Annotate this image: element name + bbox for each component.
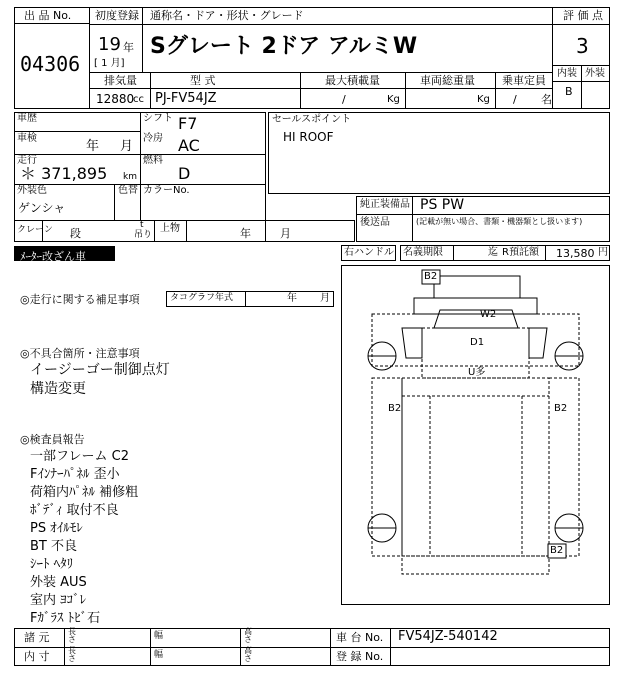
footer-div-4 [330, 628, 331, 666]
sales-points-label: セールスポイント [272, 114, 352, 125]
inspector-item: 室内 ﾖｺﾞﾚ [30, 593, 87, 608]
loading-year: 年 [240, 227, 251, 240]
fuel-label: 燃料 [143, 155, 163, 166]
gvw-unit: Kg [477, 94, 490, 105]
dims-label: 諸 元 [24, 631, 50, 644]
inspection-year: 年 [86, 139, 100, 154]
crane-stage: 段 [70, 227, 81, 240]
diagram-body [402, 378, 549, 556]
sales-points-value: HI ROOF [283, 130, 334, 144]
inspector-item: PS ｵｲﾙﾓﾚ [30, 521, 83, 536]
spec-div-2 [300, 72, 301, 109]
r-estimate-value: 13,580 [556, 247, 595, 260]
tachograph-divider [245, 291, 246, 307]
shift-label: シフト [143, 113, 173, 124]
footer-div-2 [150, 628, 151, 666]
inspector-item: 外装 AUS [30, 575, 87, 590]
truck-diagram-frame [341, 265, 610, 605]
mark-cab: D1 [470, 337, 485, 348]
model-label: 型 式 [190, 74, 216, 87]
equipment-value: PS PW [420, 197, 465, 213]
details-line-2 [14, 154, 266, 155]
max-load-unit: Kg [387, 94, 400, 105]
reg-divider [142, 7, 143, 72]
name-change-separator: 迄 [488, 247, 498, 258]
inspector-item: Fｶﾞﾗｽ ﾄﾋﾞ石 [30, 611, 101, 626]
gvw-label: 車両総重量 [420, 74, 475, 87]
displacement-label: 排気量 [104, 74, 137, 87]
crane-ton: t [140, 220, 144, 230]
inspector-item: ｼｰﾄ ﾍﾀﾘ [30, 557, 74, 572]
color-change-label: 色替 [118, 185, 138, 196]
capacity-unit: 名 [541, 93, 552, 106]
footer-div-1 [64, 628, 65, 666]
displacement-value: 12880 [96, 92, 135, 106]
truck-diagram [342, 266, 609, 604]
height-label-2: 高さ [244, 646, 252, 663]
length-label: 長さ [68, 627, 76, 644]
history-label: 車歴 [17, 113, 37, 124]
mileage-value: ＊ 371,895 [20, 164, 108, 183]
lot-number: 04306 [20, 52, 81, 76]
mark-rear: B2 [550, 545, 564, 556]
tachograph-month: 月 [320, 293, 330, 304]
diagram-rear [402, 556, 549, 574]
width-label: 幅 [154, 631, 164, 641]
grade-divider [552, 7, 553, 109]
name-change-label: 名義期限 [403, 247, 443, 258]
aftermarket-note: (記載が無い場合、書類・機器類とし扱います) [416, 217, 583, 226]
width-label-2: 幅 [154, 650, 164, 660]
mark-body: U多 [468, 367, 486, 378]
mark-left: B2 [388, 403, 402, 414]
ac-label: 冷房 [143, 133, 163, 144]
inspection-label: 車検 [17, 133, 37, 144]
r-estimate-label: R預託額 [502, 247, 539, 258]
name-change-div-2 [545, 245, 546, 261]
reg-no-label: 登 録 No. [336, 650, 384, 663]
diagram-roof [434, 276, 520, 298]
defect-item: イージーゴー制御点灯 [30, 362, 170, 378]
aftermarket-label: 後送品 [360, 217, 390, 228]
inspector-item: ﾎﾞﾃﾞｨ 取付不良 [30, 503, 119, 518]
model-code: PJ-FV54JZ [155, 91, 217, 106]
mark-right: B2 [554, 403, 568, 414]
loading-month: 月 [280, 227, 291, 240]
interior-dims-label: 内 寸 [24, 650, 50, 663]
inspector-item: 荷箱内ﾊﾟﾈﾙ 補修粗 [30, 485, 139, 500]
driving-label: ◎走行に関する補足事項 [20, 293, 140, 306]
color-value: ゲンシャ [18, 201, 66, 215]
footer-line [14, 647, 610, 648]
spec-line-mid [89, 88, 552, 89]
details-divider [140, 112, 141, 220]
spec-line-top [89, 72, 552, 73]
equipment-line [356, 214, 610, 215]
crane-divider-2 [154, 220, 155, 242]
odometer-tampered-badge [14, 246, 115, 261]
tachograph-year: 年 [287, 293, 297, 304]
grade-line-3 [552, 81, 610, 82]
chassis-value: FV54JZ-540142 [398, 629, 498, 644]
color-change-divider [114, 184, 115, 220]
inspector-item: Fｲﾝﾅｰﾊﾟﾈﾙ 歪小 [30, 467, 120, 482]
crane-row-ext [265, 220, 355, 242]
interior-label: 内装 [557, 68, 577, 79]
lot-label: 出 品 No. [24, 9, 72, 22]
crane-label: クレーン [17, 225, 53, 235]
details-line-3 [14, 184, 266, 185]
grade-line [552, 24, 610, 25]
reg-month: [ 1 月] [94, 58, 125, 69]
max-load-slash: / [342, 93, 346, 106]
mileage-unit: km [123, 172, 137, 182]
lot-divider [89, 7, 90, 109]
reg-year: 19 [98, 34, 121, 55]
diagram-mirror-left [402, 328, 422, 358]
reg-label: 初度登録 [95, 9, 139, 22]
crane-lift: 吊り [134, 230, 153, 240]
capacity-slash: / [513, 93, 517, 106]
mileage-label: 走行 [17, 155, 37, 166]
equipment-label: 純正装備品 [360, 199, 410, 210]
shift-value: F7 [178, 114, 198, 133]
diagram-cab-top [414, 298, 537, 314]
capacity-label: 乗車定員 [502, 74, 546, 87]
reg-year-unit: 年 [123, 41, 134, 54]
r-estimate-unit: 円 [598, 247, 608, 258]
exterior-label: 外装 [585, 68, 605, 79]
height-label: 高さ [244, 627, 252, 644]
name-label: 通称名・ドア・形状・グレード [150, 9, 304, 22]
max-load-label: 最大積載量 [325, 74, 380, 87]
details-line-1 [14, 131, 140, 132]
model-name: Sグレート 2ドア アルミW [150, 34, 418, 59]
loading-label: 上物 [160, 223, 180, 234]
crane-divider-1 [42, 220, 43, 242]
defects-label: ◎不具合箇所・注意事項 [20, 347, 140, 360]
inspector-label: ◎検査員報告 [20, 433, 85, 446]
grade-label: 評 価 点 [563, 9, 603, 22]
score-value: 3 [576, 34, 589, 58]
right-hand-label: 右ハンドル [344, 247, 394, 258]
length-label-2: 長さ [68, 646, 76, 663]
fuel-value: D [178, 164, 191, 183]
defect-item: 構造変更 [30, 381, 86, 397]
diagram-windshield [434, 310, 518, 328]
displacement-unit: cc [133, 94, 144, 105]
color-no-label: カラーNo. [143, 185, 190, 196]
name-change-div-1 [453, 245, 454, 261]
interior-value: B [565, 85, 573, 98]
diagram-mirror-right [529, 328, 547, 358]
mark-front: W2 [480, 309, 497, 320]
color-label: 外装色 [17, 185, 47, 196]
header-line-1 [89, 24, 552, 25]
footer-div-3 [240, 628, 241, 666]
inspector-item: BT 不良 [30, 539, 77, 554]
spec-div-3 [405, 72, 406, 109]
mark-top: B2 [424, 271, 438, 282]
ac-value: AC [178, 136, 200, 155]
chassis-label: 車 台 No. [336, 631, 384, 644]
equipment-divider [412, 196, 413, 242]
footer-div-5 [390, 628, 391, 666]
odometer-tampered-text: ﾒｰﾀｰ改ざん車 [20, 250, 86, 263]
spec-div-1 [150, 72, 151, 109]
inspection-month: 月 [120, 139, 134, 154]
tachograph-label: タコグラフ年式 [170, 293, 234, 303]
inspector-item: 一部フレーム C2 [30, 449, 129, 464]
crane-divider-3 [186, 220, 187, 242]
spec-div-4 [495, 72, 496, 109]
grade-mid-divider [581, 65, 582, 109]
